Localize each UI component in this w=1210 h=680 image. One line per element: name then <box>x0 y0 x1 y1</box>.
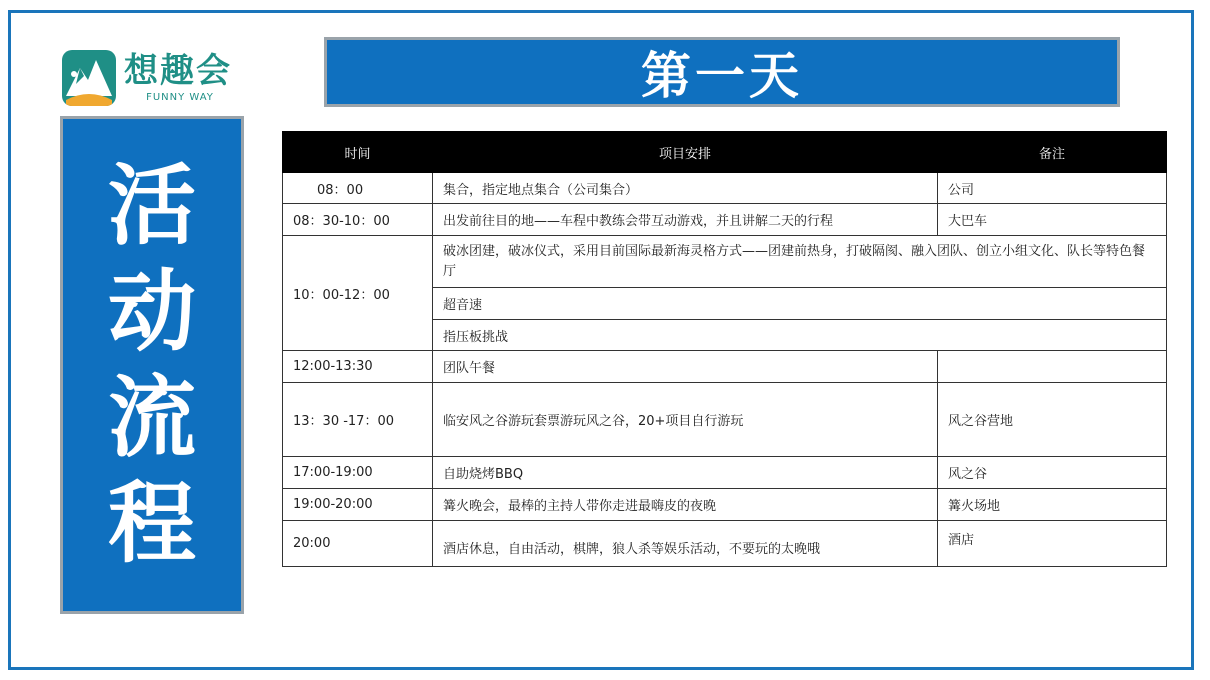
row-time: 19:00-20:00 <box>283 489 433 521</box>
row-note: 酒店 <box>938 521 1167 567</box>
row-plan: 篝火晚会，最棒的主持人带你走进最嗨皮的夜晚 <box>433 489 938 521</box>
table-row <box>283 204 1167 236</box>
table-row <box>283 383 1167 457</box>
table-row <box>283 236 1167 288</box>
header-time: 时间 <box>283 132 433 173</box>
side-title-char: 程 <box>107 472 196 575</box>
row-plan: 酒店休息，自由活动，棋牌，狼人杀等娱乐活动，不要玩的太晚哦 <box>433 521 938 567</box>
row-plan: 出发前往目的地——车程中教练会带互动游戏，并且讲解二天的行程 <box>433 204 938 236</box>
row-time: 12:00-13:30 <box>283 351 433 383</box>
row-note: 篝火场地 <box>938 489 1167 521</box>
row-time: 08：30-10：00 <box>283 204 433 236</box>
table-row <box>283 489 1167 521</box>
header-plan: 项目安排 <box>433 132 938 173</box>
logo <box>62 50 242 108</box>
table-row <box>283 457 1167 489</box>
row-plan: 集合，指定地点集合（公司集合） <box>433 173 938 204</box>
row-plan: 破冰团建，破冰仪式，采用目前国际最新海灵格方式——团建前热身，打破隔阂、融入团队、创立小组文化、队长等特色餐厅 <box>433 236 1167 288</box>
logo-name: 想趣会 <box>124 51 232 91</box>
table-row <box>283 173 1167 204</box>
side-title-char: 流 <box>107 366 196 469</box>
row-plan: 自助烧烤BBQ <box>433 457 938 489</box>
row-time: 08：00 <box>283 173 433 204</box>
day-title-banner <box>324 37 1120 107</box>
row-time: 17:00-19:00 <box>283 457 433 489</box>
row-time: 10：00-12：00 <box>283 236 433 351</box>
table-row <box>283 351 1167 383</box>
table-header-row <box>283 132 1167 173</box>
schedule-table <box>282 131 1167 567</box>
row-plan: 超音速 <box>433 288 1167 320</box>
row-note <box>938 351 1167 383</box>
side-title-char: 动 <box>107 260 196 363</box>
row-plan: 指压板挑战 <box>433 320 1167 351</box>
day-title: 第一天 <box>641 47 803 105</box>
logo-subtitle: FUNNY WAY <box>146 92 214 103</box>
header-note: 备注 <box>938 132 1167 173</box>
mountain-logo-icon <box>62 50 116 106</box>
row-note: 风之谷营地 <box>938 383 1167 457</box>
side-title-char: 活 <box>107 154 196 257</box>
row-note: 风之谷 <box>938 457 1167 489</box>
row-time: 13：30 -17：00 <box>283 383 433 457</box>
side-title-panel <box>60 116 244 614</box>
table-row <box>283 521 1167 567</box>
row-time: 20:00 <box>283 521 433 567</box>
row-plan: 临安风之谷游玩套票游玩风之谷，20+项目自行游玩 <box>433 383 938 457</box>
row-note: 公司 <box>938 173 1167 204</box>
row-plan: 团队午餐 <box>433 351 938 383</box>
row-note: 大巴车 <box>938 204 1167 236</box>
